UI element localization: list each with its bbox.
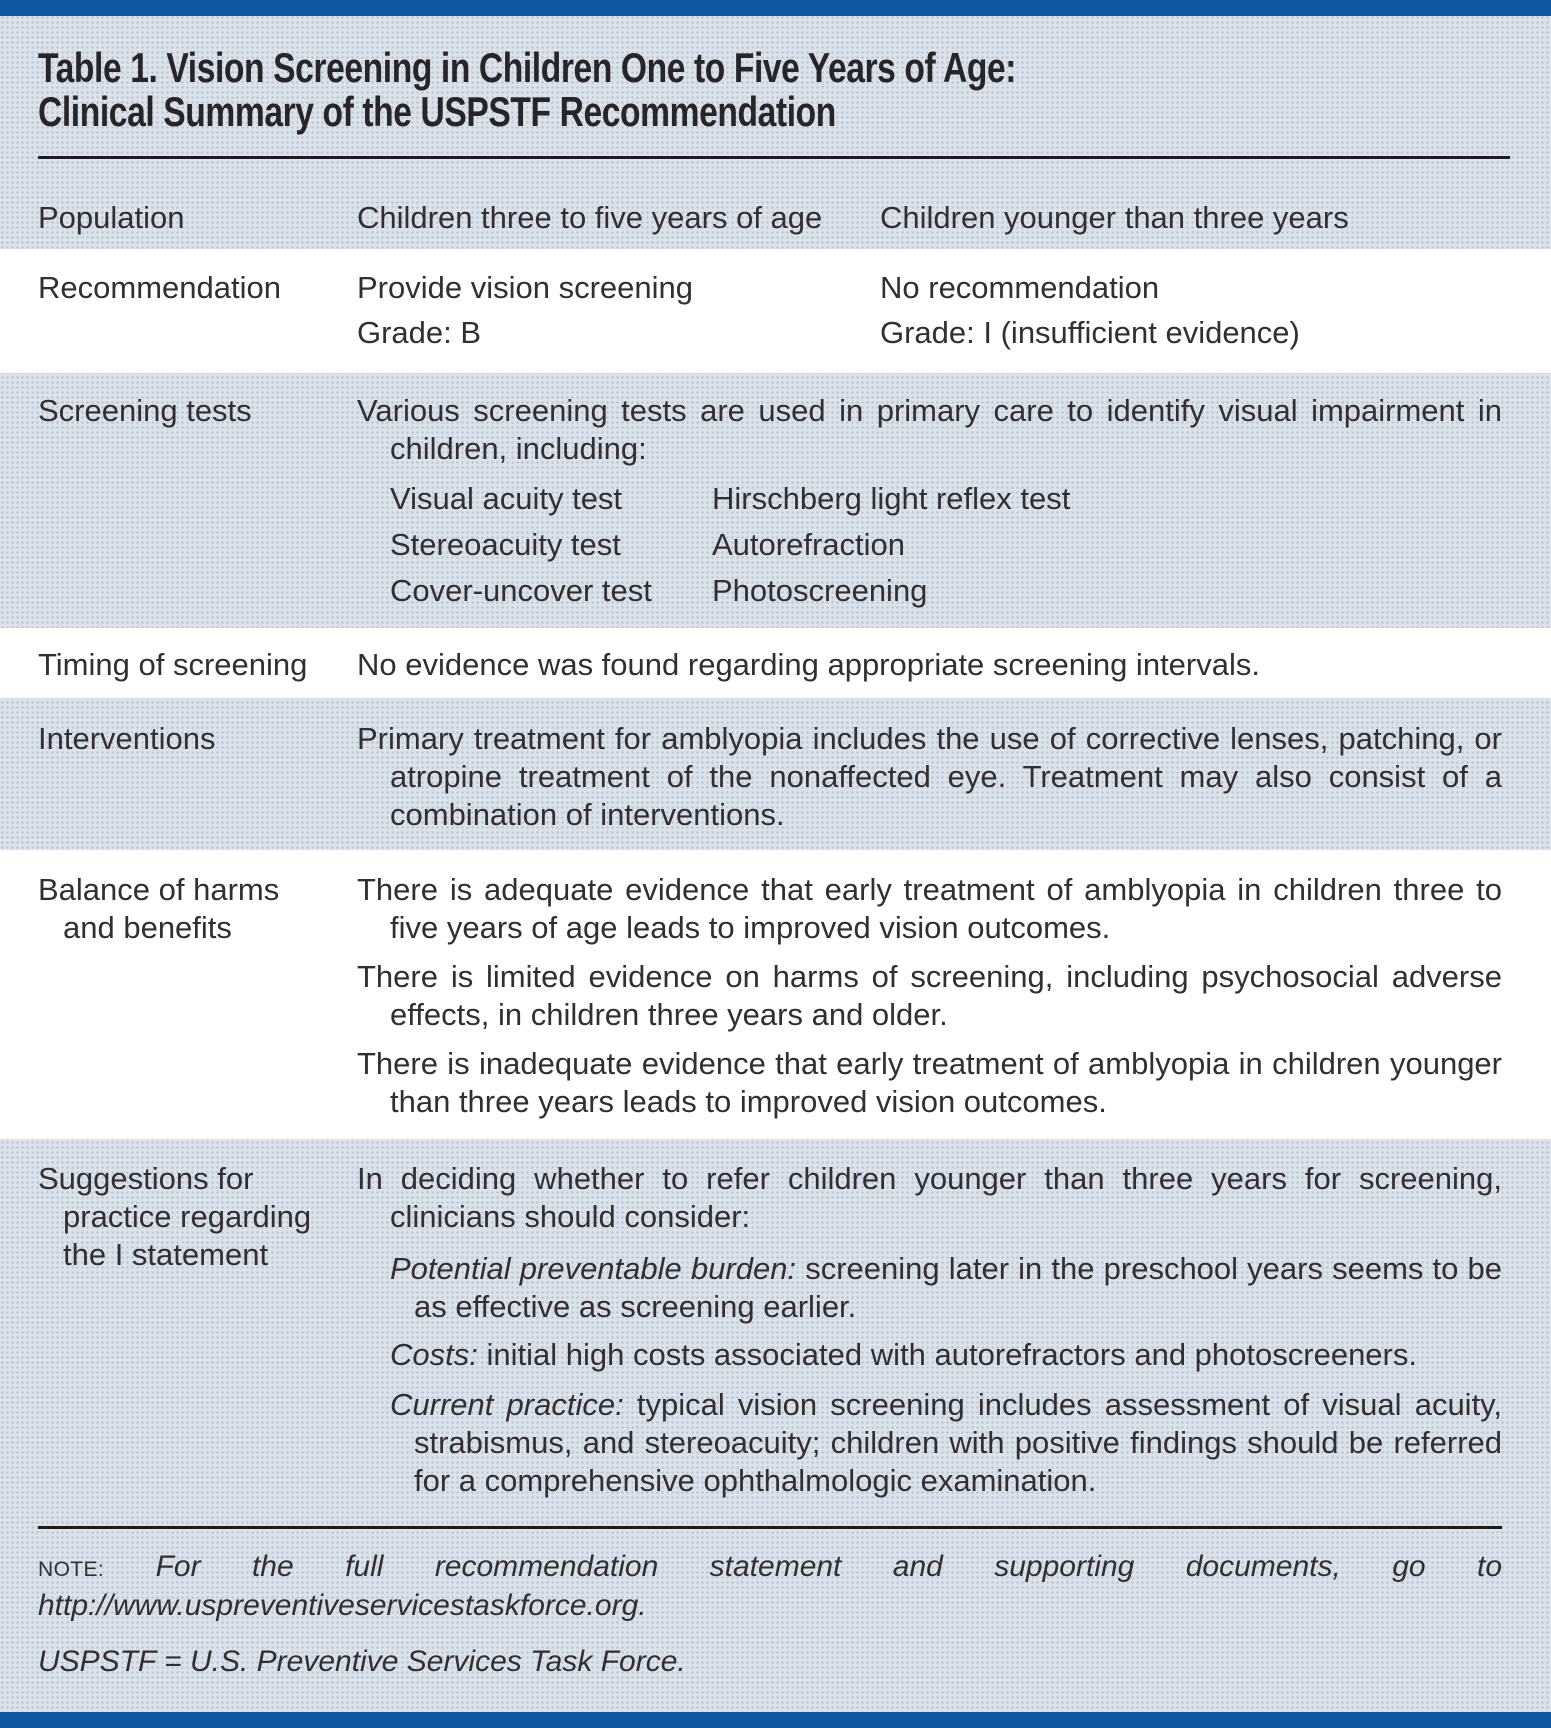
recommendation-statement-3-to-5: Provide vision screening: [357, 270, 694, 305]
bottom-border-bar: [0, 1712, 1551, 1728]
consideration-lead: Potential preventable burden:: [390, 1251, 797, 1286]
suggestions-label-line: the I statement: [63, 1237, 269, 1272]
row-recommendation: [0, 249, 1551, 373]
balance-label-line: Balance of harms: [38, 872, 280, 907]
recommendation-statement-younger-3: No recommendation: [880, 270, 1160, 305]
suggestion-consideration: [390, 1386, 1502, 1500]
row-interventions-label: Interventions: [38, 721, 216, 756]
footnote-rule: [38, 1526, 1502, 1529]
table-header: [0, 16, 1551, 159]
consideration-text: initial high costs associated with autorefractors and photoscreeners.: [486, 1337, 1417, 1372]
balance-label-line: and benefits: [63, 910, 232, 945]
population-younger-than-3: Children younger than three years: [880, 200, 1349, 235]
recommendation-grade-younger-3: Grade: I (insufficient evidence): [880, 315, 1300, 350]
consideration-lead: Costs:: [390, 1337, 478, 1372]
balance-paragraph: There is inadequate evidence that early treatment of amblyopia in children younger than three years leads to improved vision outcomes.: [357, 1046, 1502, 1119]
row-screening-tests-label: Screening tests: [38, 393, 252, 428]
row-interventions: [0, 698, 1551, 850]
footnote-note: [38, 1549, 1502, 1624]
test-item: Visual acuity test: [390, 481, 623, 516]
row-suggestions-label: [38, 1160, 357, 1274]
footnote-note-text: For the full recommendation statement and supporting documents, go to http://www.uspreventiveservicestaskforce.org.: [38, 1550, 1502, 1622]
row-suggestions-for-practice: [0, 1139, 1551, 1500]
recommendation-grade-3-to-5: Grade: B: [357, 315, 482, 350]
row-population-label: Population: [38, 200, 185, 235]
row-recommendation-label: Recommendation: [38, 270, 281, 305]
consideration-lead: Current practice:: [390, 1387, 624, 1422]
row-population: [0, 159, 1551, 249]
screening-tests-list: [390, 480, 1502, 610]
test-item: Stereoacuity test: [390, 527, 621, 562]
table-footnotes: [0, 1500, 1551, 1680]
suggestion-consideration: [390, 1250, 1502, 1326]
test-item: Hirschberg light reflex test: [712, 481, 1071, 516]
timing-text: No evidence was found regarding appropriate screening intervals.: [357, 647, 1260, 682]
suggestions-label-line: Suggestions for: [38, 1161, 254, 1196]
suggestions-intro: In deciding whether to refer children younger than three years for screening, clinicians should consider:: [357, 1161, 1502, 1234]
consideration-text: screening later in the preschool years seems to be as effective as screening earlier.: [414, 1251, 1503, 1324]
population-age-3-to-5: Children three to five years of age: [357, 200, 823, 235]
row-timing-of-screening: [0, 628, 1551, 698]
suggestions-label-line: practice regarding: [63, 1199, 312, 1234]
row-timing-label: Timing of screening: [38, 647, 308, 682]
balance-paragraph: There is limited evidence on harms of screening, including psychosocial adverse effects, in children three years and older.: [357, 959, 1502, 1032]
row-balance-of-harms-and-benefits: [0, 850, 1551, 1139]
table-title: [38, 46, 1216, 134]
table-title-line-1: Table 1. Vision Screening in Children One to Five Years of Age:: [38, 44, 1017, 91]
interventions-text: Primary treatment for amblyopia includes the use of corrective lenses, patching, or atropine treatment of the nonaffected eye. Treatment may also consist of a combination of interventions.: [357, 721, 1502, 832]
test-item: Cover-uncover test: [390, 573, 652, 608]
test-item: Photoscreening: [712, 573, 928, 608]
row-screening-tests: [0, 373, 1551, 628]
top-border-bar: [0, 0, 1551, 16]
test-item: Autorefraction: [712, 527, 905, 562]
footnote-abbreviation: USPSTF = U.S. Preventive Services Task Force.: [38, 1645, 686, 1678]
table-title-line-2: Clinical Summary of the USPSTF Recommendation: [38, 88, 836, 135]
suggestion-consideration: [390, 1336, 1502, 1374]
screening-tests-intro: Various screening tests are used in primary care to identify visual impairment in children, including:: [357, 393, 1502, 466]
row-balance-label: [38, 871, 357, 947]
footnote-note-label: NOTE:: [38, 1558, 105, 1581]
balance-paragraph: There is adequate evidence that early treatment of amblyopia in children three to five years of age leads to improved vision outcomes.: [357, 872, 1502, 945]
consideration-text: typical vision screening includes assessment of visual acuity, strabismus, and stereoacuity; children with positive findings should be referred for a comprehensive ophthalmologic examination.: [414, 1387, 1502, 1498]
